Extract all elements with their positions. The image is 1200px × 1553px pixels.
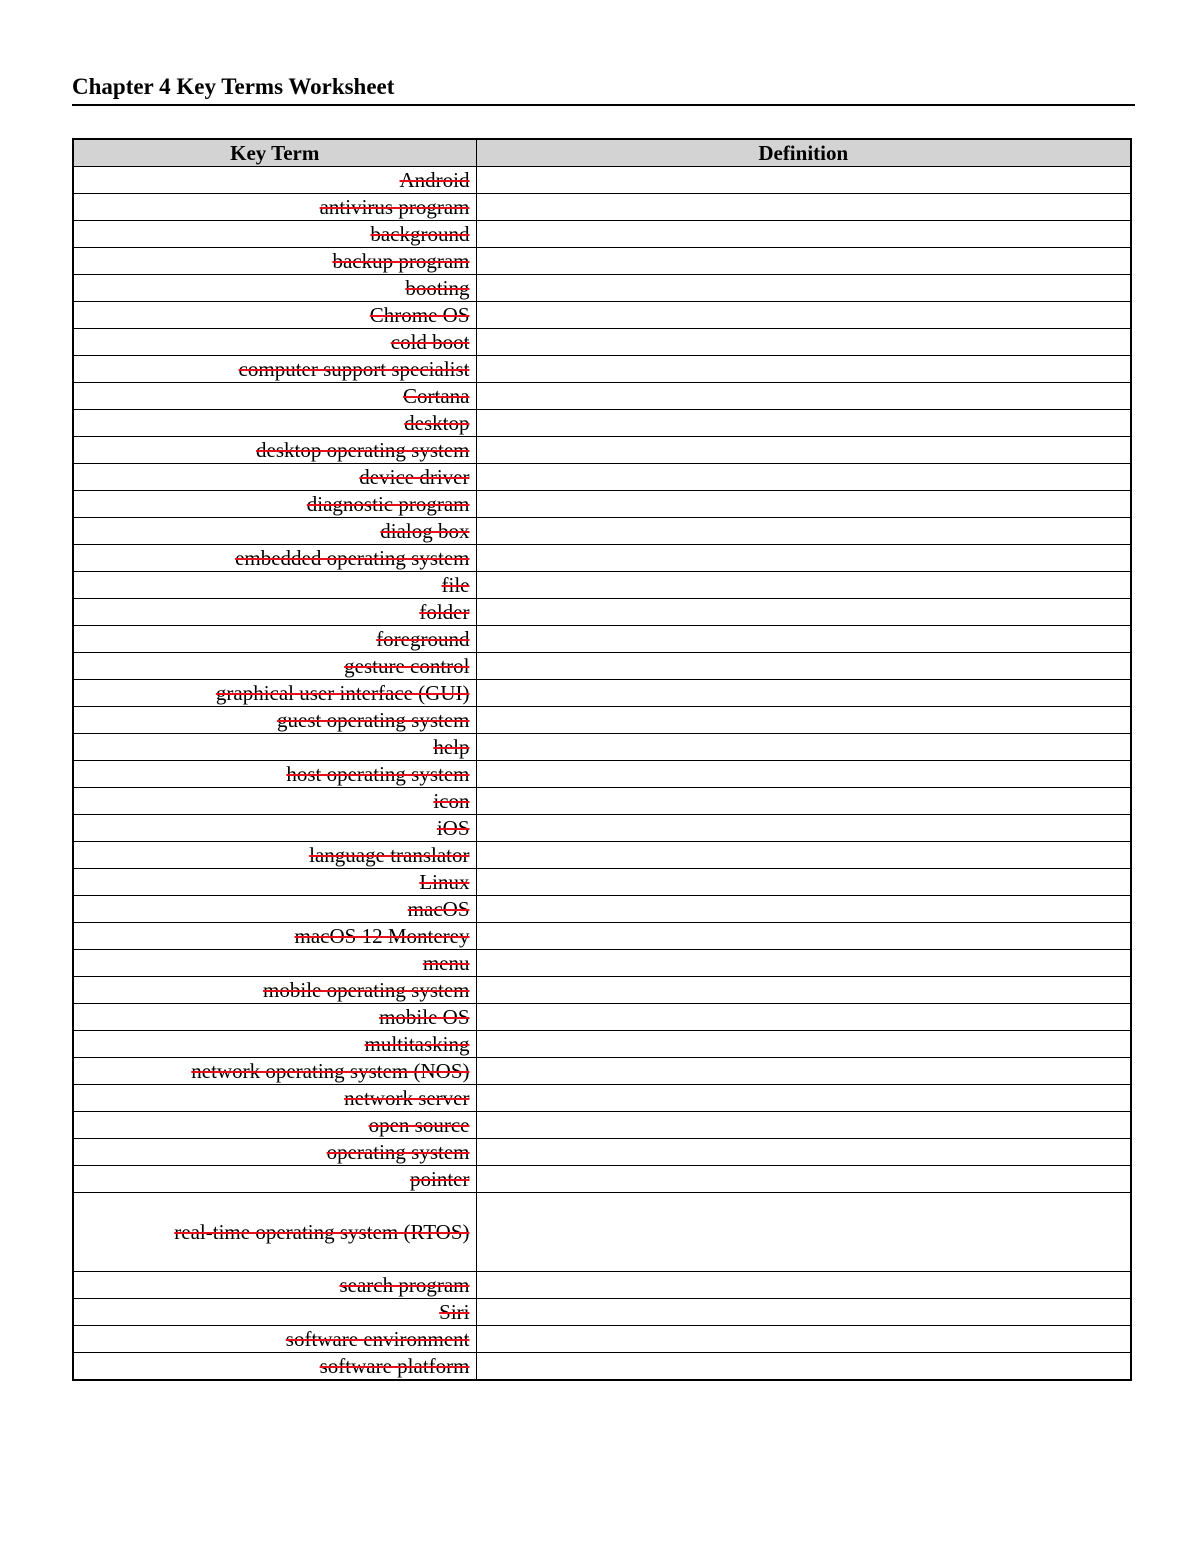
key-term-cell bbox=[73, 1004, 476, 1031]
key-term-cell bbox=[73, 1272, 476, 1299]
definition-cell[interactable] bbox=[476, 869, 1131, 896]
table-row bbox=[73, 842, 1131, 869]
definition-cell[interactable] bbox=[476, 1031, 1131, 1058]
definition-cell[interactable] bbox=[476, 1004, 1131, 1031]
page-title: Chapter 4 Key Terms Worksheet bbox=[72, 74, 395, 99]
table-row bbox=[73, 464, 1131, 491]
table-row bbox=[73, 1112, 1131, 1139]
definition-cell[interactable] bbox=[476, 653, 1131, 680]
definition-cell[interactable] bbox=[476, 599, 1131, 626]
key-term-text: computer support specialist bbox=[238, 357, 470, 381]
key-term-text: icon bbox=[433, 789, 470, 813]
table-row bbox=[73, 1299, 1131, 1326]
table-row bbox=[73, 1272, 1131, 1299]
definition-cell[interactable] bbox=[476, 707, 1131, 734]
key-term-text: embedded operating system bbox=[235, 546, 470, 570]
definition-cell[interactable] bbox=[476, 383, 1131, 410]
table-row bbox=[73, 815, 1131, 842]
table-row bbox=[73, 896, 1131, 923]
key-term-text: folder bbox=[419, 600, 470, 624]
table-row bbox=[73, 572, 1131, 599]
definition-cell[interactable] bbox=[476, 545, 1131, 572]
header-key-term: Key Term bbox=[73, 139, 476, 167]
key-term-cell bbox=[73, 1112, 476, 1139]
key-term-text: Cortana bbox=[403, 384, 470, 408]
definition-cell[interactable] bbox=[476, 1353, 1131, 1381]
key-term-cell bbox=[73, 302, 476, 329]
table-header-row bbox=[73, 139, 1131, 167]
key-term-text: background bbox=[370, 222, 470, 246]
definition-cell[interactable] bbox=[476, 1166, 1131, 1193]
key-term-text: real-time operating system (RTOS) bbox=[174, 1220, 470, 1244]
table-row bbox=[73, 383, 1131, 410]
key-term-text: operating system bbox=[326, 1140, 470, 1164]
definition-cell[interactable] bbox=[476, 194, 1131, 221]
key-term-text: device driver bbox=[359, 465, 470, 489]
key-term-cell bbox=[73, 896, 476, 923]
key-term-cell bbox=[73, 680, 476, 707]
key-term-cell bbox=[73, 788, 476, 815]
key-term-cell bbox=[73, 1299, 476, 1326]
table-row bbox=[73, 680, 1131, 707]
key-term-cell bbox=[73, 518, 476, 545]
definition-cell[interactable] bbox=[476, 1058, 1131, 1085]
definition-cell[interactable] bbox=[476, 950, 1131, 977]
definition-cell[interactable] bbox=[476, 167, 1131, 194]
key-term-text: cold boot bbox=[390, 330, 470, 354]
definition-cell[interactable] bbox=[476, 518, 1131, 545]
table-row bbox=[73, 761, 1131, 788]
key-term-cell bbox=[73, 869, 476, 896]
key-term-cell bbox=[73, 707, 476, 734]
key-term-cell bbox=[73, 923, 476, 950]
key-term-text: backup program bbox=[332, 249, 470, 273]
definition-cell[interactable] bbox=[476, 1299, 1131, 1326]
table-row bbox=[73, 1326, 1131, 1353]
table-body bbox=[73, 167, 1131, 1381]
definition-cell[interactable] bbox=[476, 680, 1131, 707]
table-row bbox=[73, 248, 1131, 275]
table-row bbox=[73, 977, 1131, 1004]
key-term-text: language translator bbox=[309, 843, 470, 867]
definition-cell[interactable] bbox=[476, 896, 1131, 923]
key-term-cell bbox=[73, 1326, 476, 1353]
definition-cell[interactable] bbox=[476, 977, 1131, 1004]
table-row bbox=[73, 275, 1131, 302]
key-term-text: Android bbox=[399, 168, 470, 192]
definition-cell[interactable] bbox=[476, 788, 1131, 815]
key-term-text: network server bbox=[344, 1086, 470, 1110]
key-term-cell bbox=[73, 1193, 476, 1272]
table-row bbox=[73, 1193, 1131, 1272]
table-row bbox=[73, 1004, 1131, 1031]
header-definition: Definition bbox=[476, 139, 1131, 167]
key-term-cell bbox=[73, 977, 476, 1004]
table-row bbox=[73, 653, 1131, 680]
definition-cell[interactable] bbox=[476, 491, 1131, 518]
definition-cell[interactable] bbox=[476, 410, 1131, 437]
key-term-cell bbox=[73, 167, 476, 194]
definition-cell[interactable] bbox=[476, 815, 1131, 842]
key-term-text: Siri bbox=[439, 1300, 470, 1324]
key-term-cell bbox=[73, 545, 476, 572]
table-row bbox=[73, 491, 1131, 518]
definition-cell[interactable] bbox=[476, 1085, 1131, 1112]
key-term-cell bbox=[73, 815, 476, 842]
key-term-text: network operating system (NOS) bbox=[191, 1059, 470, 1083]
table-row bbox=[73, 1085, 1131, 1112]
key-term-text: software environment bbox=[285, 1327, 470, 1351]
key-term-text: software platform bbox=[319, 1354, 470, 1378]
table-row bbox=[73, 302, 1131, 329]
key-term-cell bbox=[73, 626, 476, 653]
key-term-cell bbox=[73, 248, 476, 275]
table-row bbox=[73, 599, 1131, 626]
table-row bbox=[73, 221, 1131, 248]
key-term-text: macOS bbox=[407, 897, 470, 921]
definition-cell[interactable] bbox=[476, 1326, 1131, 1353]
key-term-text: diagnostic program bbox=[306, 492, 470, 516]
key-term-cell bbox=[73, 1085, 476, 1112]
key-term-cell bbox=[73, 221, 476, 248]
key-term-text: iOS bbox=[436, 816, 470, 840]
table-row bbox=[73, 356, 1131, 383]
key-term-text: mobile operating system bbox=[263, 978, 470, 1002]
key-term-cell bbox=[73, 1353, 476, 1381]
key-term-text: search program bbox=[339, 1273, 470, 1297]
key-term-cell bbox=[73, 599, 476, 626]
definition-cell[interactable] bbox=[476, 275, 1131, 302]
key-term-cell bbox=[73, 1166, 476, 1193]
table-row bbox=[73, 410, 1131, 437]
key-term-text: guest operating system bbox=[277, 708, 470, 732]
key-term-text: desktop operating system bbox=[256, 438, 470, 462]
key-term-text: Chrome OS bbox=[369, 303, 470, 327]
definition-cell[interactable] bbox=[476, 464, 1131, 491]
table-row bbox=[73, 788, 1131, 815]
key-term-cell bbox=[73, 1031, 476, 1058]
table-row bbox=[73, 869, 1131, 896]
key-term-cell bbox=[73, 383, 476, 410]
key-term-cell bbox=[73, 410, 476, 437]
table-row bbox=[73, 1031, 1131, 1058]
key-term-text: desktop bbox=[404, 411, 470, 435]
definition-cell[interactable] bbox=[476, 329, 1131, 356]
key-term-text: file bbox=[441, 573, 470, 597]
table-row bbox=[73, 1166, 1131, 1193]
definition-cell[interactable] bbox=[476, 1193, 1131, 1272]
table-row bbox=[73, 167, 1131, 194]
key-term-text: pointer bbox=[410, 1167, 470, 1191]
table-row bbox=[73, 950, 1131, 977]
definition-cell[interactable] bbox=[476, 1139, 1131, 1166]
key-term-cell bbox=[73, 491, 476, 518]
table-row bbox=[73, 626, 1131, 653]
definition-cell[interactable] bbox=[476, 356, 1131, 383]
table-row bbox=[73, 518, 1131, 545]
table-row bbox=[73, 545, 1131, 572]
definition-cell[interactable] bbox=[476, 1112, 1131, 1139]
key-term-cell bbox=[73, 572, 476, 599]
key-term-cell bbox=[73, 464, 476, 491]
key-term-text: foreground bbox=[376, 627, 470, 651]
definition-cell[interactable] bbox=[476, 734, 1131, 761]
key-term-cell bbox=[73, 734, 476, 761]
key-term-text: booting bbox=[405, 276, 470, 300]
key-term-cell bbox=[73, 275, 476, 302]
key-term-cell bbox=[73, 356, 476, 383]
key-term-cell bbox=[73, 437, 476, 464]
key-term-text: mobile OS bbox=[379, 1005, 470, 1029]
definition-cell[interactable] bbox=[476, 221, 1131, 248]
definition-cell[interactable] bbox=[476, 248, 1131, 275]
key-term-text: macOS 12 Monterey bbox=[294, 924, 470, 948]
table-row bbox=[73, 437, 1131, 464]
key-term-text: Linux bbox=[419, 870, 470, 894]
definition-cell[interactable] bbox=[476, 761, 1131, 788]
definition-cell[interactable] bbox=[476, 842, 1131, 869]
definition-cell[interactable] bbox=[476, 572, 1131, 599]
table-row bbox=[73, 329, 1131, 356]
key-term-text: open source bbox=[368, 1113, 470, 1137]
definition-cell[interactable] bbox=[476, 302, 1131, 329]
definition-cell[interactable] bbox=[476, 437, 1131, 464]
key-term-text: menu bbox=[422, 951, 470, 975]
key-term-cell bbox=[73, 194, 476, 221]
key-term-text: graphical user interface (GUI) bbox=[215, 681, 470, 705]
key-term-text: help bbox=[433, 735, 470, 759]
key-term-cell bbox=[73, 842, 476, 869]
key-terms-table bbox=[72, 138, 1132, 1381]
definition-cell[interactable] bbox=[476, 626, 1131, 653]
key-term-cell bbox=[73, 1058, 476, 1085]
key-term-cell bbox=[73, 1139, 476, 1166]
key-term-text: dialog box bbox=[380, 519, 470, 543]
key-term-text: antivirus program bbox=[319, 195, 470, 219]
definition-cell[interactable] bbox=[476, 1272, 1131, 1299]
key-term-cell bbox=[73, 950, 476, 977]
key-term-cell bbox=[73, 329, 476, 356]
key-term-text: host operating system bbox=[286, 762, 470, 786]
key-term-cell bbox=[73, 761, 476, 788]
table-row bbox=[73, 923, 1131, 950]
table-row bbox=[73, 1058, 1131, 1085]
table-row bbox=[73, 1139, 1131, 1166]
table-row bbox=[73, 1353, 1131, 1381]
table-row bbox=[73, 734, 1131, 761]
title-underline bbox=[72, 104, 1135, 106]
definition-cell[interactable] bbox=[476, 923, 1131, 950]
key-term-text: multitasking bbox=[364, 1032, 470, 1056]
key-term-cell bbox=[73, 653, 476, 680]
table-row bbox=[73, 707, 1131, 734]
table-row bbox=[73, 194, 1131, 221]
key-term-text: gesture control bbox=[344, 654, 470, 678]
